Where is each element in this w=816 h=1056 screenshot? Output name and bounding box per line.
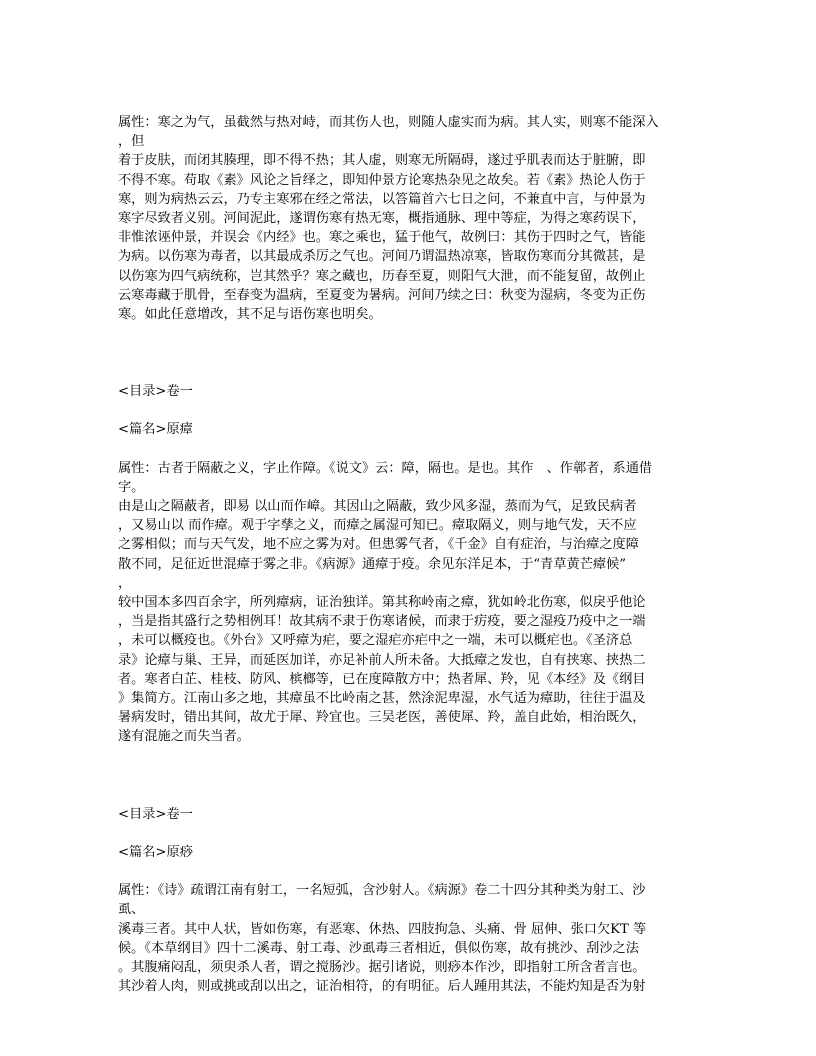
section-cold-text	[118, 113, 698, 324]
text-line: 云寒毒藏于肌骨，至春变为温病，至夏变为暑病。河间乃续之曰：秋变为湿病，冬变为正伤	[118, 287, 646, 303]
text-line: 虱、	[118, 902, 145, 918]
text-line: 属性：寒之为气，虽截然与热对峙，而其伤人也，则随人虚实而为病。其人实，则寒不能深入	[118, 115, 659, 130]
section-spacer	[118, 324, 698, 382]
text-line: 散不同，足征近世混瘴于雾之非。《病源》通瘴于疫。余见东洋足本，于“青草黄芒瘴候”	[118, 556, 627, 572]
text-line: 寒，则为病热云云，乃专主寒邪在经之常法，以答篇首六七日之问，不兼直中言，与仲景为	[118, 191, 646, 207]
text-line: 寒。如此任意增改，其不足与语伤寒也明矣。	[118, 307, 382, 323]
document-page	[118, 113, 698, 996]
text-line: 录》论瘴与巢、王异，而延医加详，亦足补前人所未备。大抵瘴之发也，自有挟寒、挟热二	[118, 652, 646, 668]
text-line: ，当是指其盛行之势相例耳！故其病不隶于伤寒诸候，而隶于疠疫，要之湿疫乃疫中之一端	[118, 614, 646, 630]
text-line: 之雾相似；而与天气发，地不应之雾为对。但患雾气者，《千金》自有症治，与治瘴之度障	[118, 537, 639, 553]
label-spacer	[118, 440, 698, 459]
text-line: 属性：《诗》疏谓江南有射工，一名短弧，含沙射人。《病源》卷二十四分其种类为射工、沙	[118, 883, 646, 899]
text-line: 较中国本多四百余字，所列瘴病，证治独详。第其称岭南之瘴，犹如岭北伤寒，似戾乎他论	[118, 595, 646, 611]
text-line: 其沙着人肉，则或挑或刮以出之，证治相符，的有明征。后人踵用其法，不能灼知是否为射	[118, 979, 646, 995]
text-line: 寒字尽致者义别。河间泥此，遂谓伤寒有热无寒，概指通脉、理中等症，为得之寒药误下，	[118, 211, 646, 227]
text-line: 属性：古者于隔蔽之义，字止作障。《说文》云：障，隔也。是也。其作 、作鄣者，系通借	[118, 460, 653, 476]
text-line: ，但	[118, 134, 145, 150]
text-line: 由是山之隔蔽者，即易 以山而作嶂。其因山之隔蔽，致少风多湿，蒸而为气，足致民病者	[118, 499, 637, 515]
text-line: 溪毒三者。其中人状，皆如伤寒，有恶寒、休热、四肢拘急、头痛、骨 屈伸、张口欠KT 等	[118, 921, 647, 937]
text-line: 非惟浓诬仲景，并误会《内经》也。寒之乘也，猛于他气，故例曰：其伤于四时之气，皆能	[118, 230, 646, 246]
label-spacer	[118, 824, 698, 843]
section-spacer	[118, 747, 698, 805]
text-line: 。其腹痛闷乱，须臾杀人者，谓之搅肠沙。据引诸说，则痧本作沙，即指射工所含者言也。	[118, 959, 646, 975]
chapter-title: <篇名>原痧	[118, 844, 193, 860]
text-line: 字。	[118, 479, 145, 495]
catalog-label: <目录>卷一	[118, 384, 193, 400]
text-line: 以伤寒为四气病统称，岂其然乎？寒之藏也，历春至夏，则阳气大泄，而不能复留，故例止	[118, 268, 646, 284]
text-line: ，又易山以 而作瘴。观于字孳之义，而瘴之属湿可知已。瘴取隔义，则与地气发，天不应	[118, 518, 637, 534]
catalog-label: <目录>卷一	[118, 806, 193, 822]
text-line: 着于皮肤，而闭其腠理，即不得不热；其人虚，则寒无所隔碍，遂过乎肌表而达于脏腑，即	[118, 153, 646, 169]
chapter-title: <篇名>原瘴	[118, 422, 193, 438]
label-spacer	[118, 862, 698, 881]
text-line: 候。《本草纲目》四十二溪毒、射工毒、沙虱毒三者相近，俱似伤寒，故有挑沙、刮沙之法	[118, 940, 639, 956]
text-line: 遂有混施之而失当者。	[118, 729, 250, 745]
text-line: ，未可以概疫也。《外台》又呼瘴为疟，要之湿疟亦疟中之一端，未可以概疟也。《圣济总	[118, 633, 633, 649]
text-line: ，	[118, 575, 132, 591]
text-line: 暑病发时，错出其间，故尤于犀、羚宜也。三吴老医，善使犀、羚，盖自此始，相治既久，	[118, 710, 646, 726]
label-spacer	[118, 401, 698, 420]
text-line: 不得不寒。苟取《素》风论之旨绎之，即知仲景方论寒热杂见之故矣。若《素》热论人伤于	[118, 172, 646, 188]
text-line: 者。寒者白芷、桂枝、防风、槟榔等，已在度障散方中；热者犀、羚，见《本经》及《纲目	[118, 671, 646, 687]
section-sand	[118, 805, 698, 997]
text-line: 为病。以伤寒为毒者，以其最成杀厉之气也。河间乃谓温热凉寒，皆取伤寒而分其微甚，是	[118, 249, 646, 265]
section-miasma	[118, 382, 698, 746]
text-line: 》集简方。江南山多之地，其瘴虽不比岭南之甚，然涂泥卑湿，水气适为瘴助，往往于温及	[118, 691, 646, 707]
